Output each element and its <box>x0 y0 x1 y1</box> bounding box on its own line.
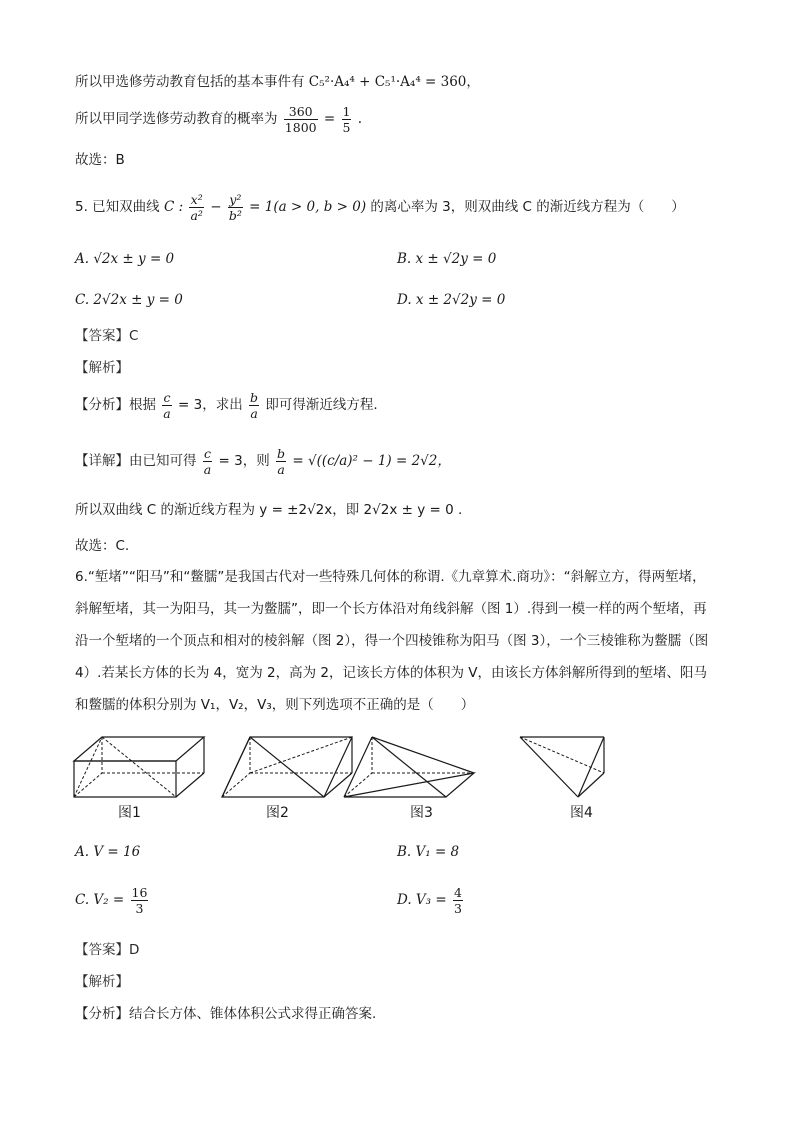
figure-2-caption: 图2 <box>266 805 289 821</box>
q6-option-a: A. V = 16 <box>75 844 141 860</box>
period: . <box>357 111 363 127</box>
figure-1-cuboid <box>72 735 208 799</box>
q5-suffix: 的离心率为 3，则双曲线 C 的渐近线方程为（ ） <box>370 199 685 215</box>
fx5-prefix: 【分析】根据 <box>75 397 156 413</box>
line-2-prefix: 所以甲同学选修劳动教育的概率为 <box>75 111 278 127</box>
q5-x-fraction: $\frac{\text{x²}}{\text{a²}}$ <box>190 192 203 223</box>
fx5-mid: = 3，求出 <box>178 397 243 413</box>
figure-3-pyramid <box>342 735 478 799</box>
text-line-1 <box>75 72 480 92</box>
q6-line-3: 沿一个堑堵的一个顶点和相对的棱斜解（图 2），得一个四棱锥称为阳马（图 3），一个三棱锥称为鳖臑（图 <box>75 633 709 649</box>
answer-6: 【答案】D <box>75 942 140 958</box>
q5-option-c: C. 2√2x ± y = 0 <box>75 292 183 308</box>
q6-line-4: 4）.若某长方体的长为 4，宽为 2，高为 2，记该长方体的体积为 V，由该长方体斜解所得到的堑堵、阳马 <box>75 665 708 681</box>
q6-line-5: 和鳖臑的体积分别为 V₁，V₂，V₃，则下列选项不正确的是（ ） <box>75 697 475 713</box>
analysis-5-heading: 【解析】 <box>75 360 129 376</box>
xj5-b-over-a: $\frac{b}{a}$ <box>277 446 286 477</box>
figure-2-prism <box>220 735 356 799</box>
fraction-1-5: $\frac{1}{5}$ <box>342 104 351 135</box>
xj5-mid: = 3，则 <box>218 453 270 469</box>
analysis-5 <box>75 390 378 421</box>
q6-option-d <box>397 885 465 916</box>
q5-condition: = 1(a > 0, b > 0) <box>249 199 367 215</box>
analysis-6-heading: 【解析】 <box>75 974 129 990</box>
q5-y-fraction: $\frac{\text{y²}}{\text{b²}}$ <box>228 192 242 223</box>
answer-5: 【答案】C <box>75 328 139 344</box>
question-5 <box>75 192 685 223</box>
fx5-suffix: 即可得渐近线方程. <box>265 397 378 413</box>
q5-curve-name: C : <box>163 199 184 215</box>
figure-1-caption: 图1 <box>118 805 141 821</box>
figure-4-tetrahedron <box>518 735 608 799</box>
detail-5 <box>75 446 451 477</box>
fraction-360-1800: $\frac{360}{1800}$ <box>284 104 317 135</box>
q6-c-fraction: $\frac{16}{3}$ <box>131 885 148 916</box>
analysis-6: 【分析】结合长方体、锥体体积公式求得正确答案. <box>75 1006 377 1022</box>
xj5-c-over-a: $\frac{c}{a}$ <box>203 446 212 477</box>
line-1-prefix: 所以甲选修劳动教育包括的基本事件有 <box>75 74 305 90</box>
xj5-prefix: 【详解】由已知可得 <box>75 453 197 469</box>
q5-option-b: B. x ± √2y = 0 <box>397 251 497 267</box>
line-1-formula: C₅²·A₄⁴ + C₅¹·A₄⁴ = 360， <box>308 74 480 90</box>
q6-d-fraction: $\frac{4}{3}$ <box>454 885 462 916</box>
q6-line-2: 斜解堑堵，其一为阳马，其一为鳖臑”，即一个长方体沿对角线斜解（图 1）.得到一模一样的两个堑堵，再 <box>75 601 707 617</box>
fx5-c-over-a: $\frac{c}{a}$ <box>163 390 171 421</box>
choose-c: 故选：C. <box>75 538 130 554</box>
text-line-2 <box>75 104 362 135</box>
q5-prefix: 5. 已知双曲线 <box>75 199 160 215</box>
xj5-equation: = √((c/a)² − 1) = 2√2， <box>292 453 451 469</box>
asymptote-line: 所以双曲线 C 的渐近线方程为 y = ±2√2x，即 2√2x ± y = 0 . <box>75 502 463 518</box>
fx5-b-over-a: $\frac{b}{a}$ <box>250 390 259 421</box>
equals-sign: = <box>323 111 336 127</box>
q6-option-b: B. V₁ = 8 <box>397 844 460 860</box>
q6-d-prefix: D. V₃ = <box>397 892 447 908</box>
choose-b: 故选：B <box>75 152 125 168</box>
figure-3-caption: 图3 <box>410 805 433 821</box>
q5-option-a: A. √2x ± y = 0 <box>75 251 175 267</box>
q5-option-d: D. x ± 2√2y = 0 <box>397 292 506 308</box>
q6-line-1: 6.“堑堵”“阳马”和“鳖臑”是我国古代对一些特殊几何体的称谓.《九章算术.商功》：“斜解立方，得两堑堵， <box>75 569 706 585</box>
q6-c-prefix: C. V₂ = <box>75 892 125 908</box>
q6-option-c <box>75 885 150 916</box>
minus-sign: − <box>210 199 222 215</box>
figure-4-caption: 图4 <box>570 805 593 821</box>
